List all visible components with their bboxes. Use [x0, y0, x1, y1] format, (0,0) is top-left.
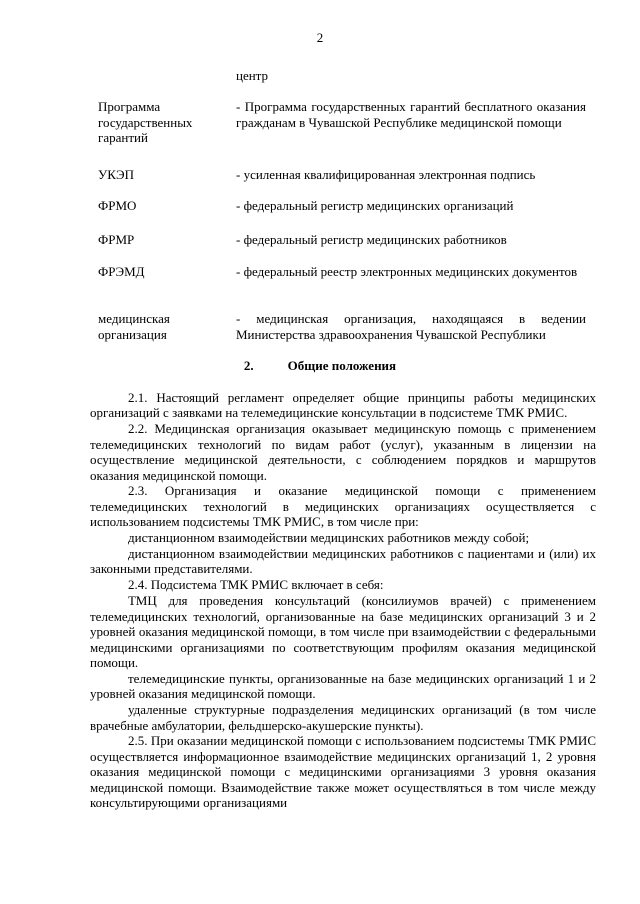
list-item: телемедицинские пункты, организованные на базе медицинских организаций 1 и 2 уровней оказания медицинской помощи. — [90, 670, 596, 702]
term-4: ФРМР — [98, 232, 135, 247]
term-1: Программа государственных гарантий — [98, 99, 193, 145]
definition-4: - федеральный регистр медицинских работников — [236, 232, 507, 247]
list-item: удаленные структурные подразделения медицинских организаций (в том числе врачебные амбулатории, фельдшерско-акушерские пункты). — [90, 702, 596, 733]
definition-5: - федеральный реестр электронных медицинских документов — [236, 264, 578, 279]
definition-0: центр — [236, 68, 269, 83]
definition-6: - медицинская организация, находящаяся в ведении Министерства здравоохранения Чувашской Республики — [236, 311, 586, 342]
definition-3: - федеральный регистр медицинских организаций — [236, 198, 514, 213]
page-number: 2 — [316, 30, 324, 45]
definition-2: - усиленная квалифицированная электронная подпись — [236, 167, 536, 182]
list-item: дистанционном взаимодействии медицинских работников между собой; — [128, 530, 530, 546]
section-number: 2. — [243, 358, 254, 373]
paragraph-2-3: 2.3. Организация и оказание медицинской помощи с применением телемедицинских технологий в медицинских организациях осуществляется с использованием подсистемы ТМК РМИС, в том числе при: — [90, 483, 596, 530]
section-title: Общие положения — [287, 358, 397, 373]
section-body — [90, 390, 596, 811]
list-item: ТМЦ для проведения консультаций (консилиумов врачей) с применением телемедицинских технологий, организованные на базе медицинских организаций 3 и 2 уровней оказания медицинской помощи, в том числе при взаимодействии с федеральными медицинскими организациями по соответствующим профилям оказания медицинской помощи. — [90, 593, 596, 670]
paragraph-2-1: 2.1. Настоящий регламент определяет общие принципы работы медицинских организаций с заявками на телемедицинские консультации в подсистеме ТМК РМИС. — [90, 390, 596, 421]
section-heading — [0, 358, 640, 374]
paragraph-2-2: 2.2. Медицинская организация оказывает медицинскую помощь с применением телемедицинских технологий по видам работ (услуг), указанным в лицензии на осуществление медицинской деятельности, с соблюдением порядков и маршрутов оказания медицинской помощи. — [90, 421, 596, 483]
list-item: дистанционном взаимодействии медицинских работников с пациентами и (или) их законными представителями. — [90, 546, 596, 577]
paragraph-2-5: 2.5. При оказании медицинской помощи с использованием подсистемы ТМК РМИС осуществляется информационное взаимодействие медицинских организаций 1, 2 уровня оказания медицинской помощи с медицинскими организациями 3 уровня оказания медицинской помощи. Взаимодействие также может осуществляться в том числе между консультирующими организациями — [90, 733, 596, 811]
term-2: УКЭП — [98, 167, 135, 182]
term-5: ФРЭМД — [98, 264, 145, 279]
term-3: ФРМО — [98, 198, 137, 213]
definition-1: - Программа государственных гарантий бесплатного оказания гражданам в Чувашской Республике медицинской помощи — [236, 99, 586, 130]
paragraph-2-4: 2.4. Подсистема ТМК РМИС включает в себя: — [128, 577, 384, 593]
term-6: медицинская организация — [98, 311, 170, 342]
